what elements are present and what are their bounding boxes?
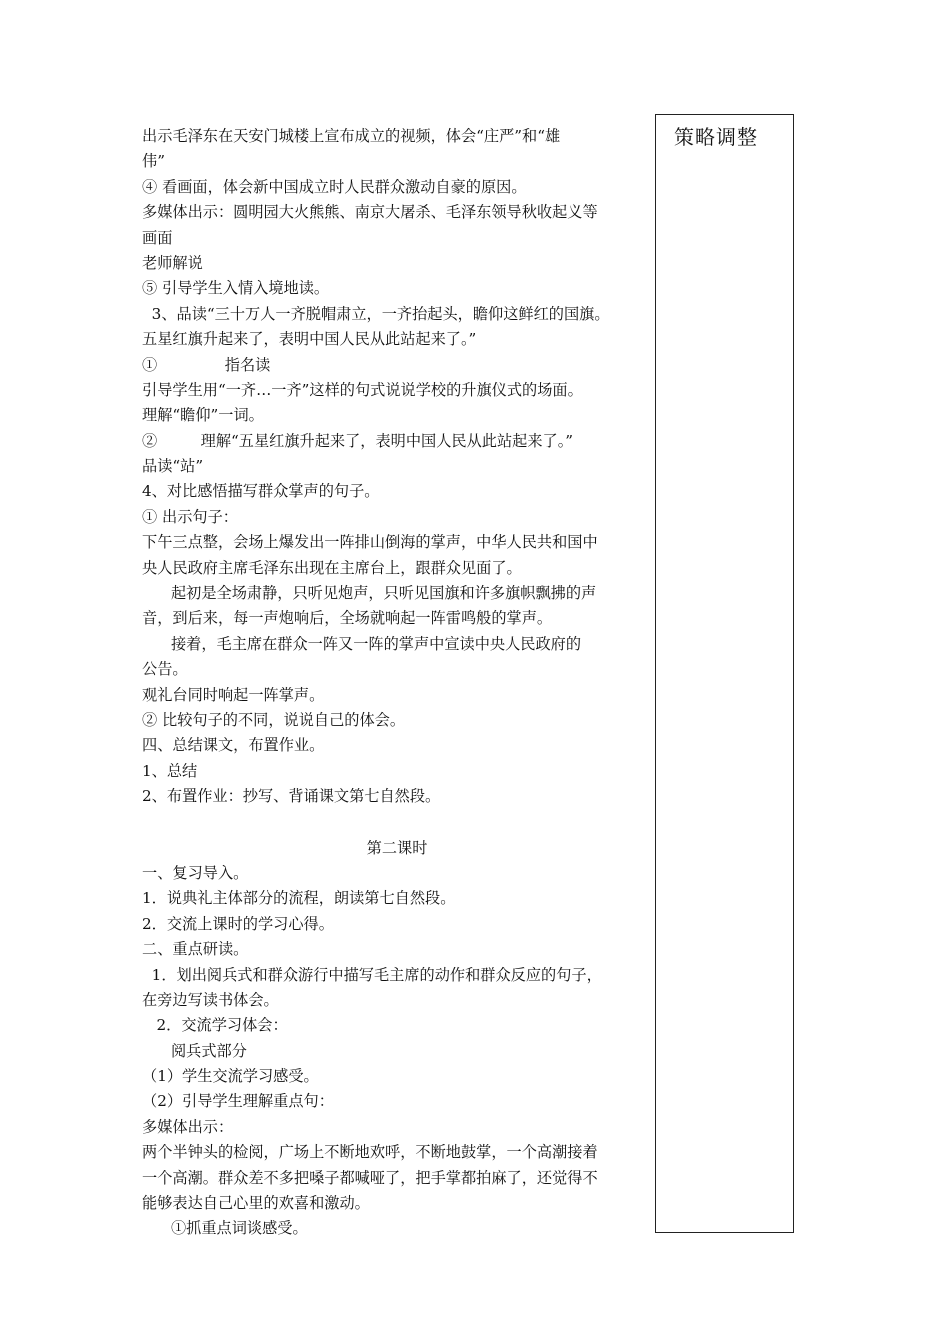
- text-line: 1．说典礼主体部分的流程，朗读第七自然段。: [142, 889, 456, 908]
- text-line: 阅兵式部分: [142, 1041, 247, 1060]
- text-line: 能够表达自己心里的欢喜和激动。: [142, 1194, 370, 1213]
- text-line: 下午三点整，会场上爆发出一阵排山倒海的掌声，中华人民共和国中: [142, 533, 598, 552]
- text-line: 央人民政府主席毛泽东出现在主席台上，跟群众见面了。: [142, 558, 522, 577]
- text-line: ①抓重点词谈感受。: [142, 1219, 308, 1238]
- text-line: 4、对比感悟描写群众掌声的句子。: [142, 482, 380, 501]
- text-line: 四、总结课文，布置作业。: [142, 736, 325, 755]
- strategy-adjustment-title: 策略调整: [674, 125, 758, 149]
- text-line: 二、重点研读。: [142, 940, 249, 959]
- text-line: 在旁边写读书体会。: [142, 990, 279, 1009]
- text-line: 品读“站”: [142, 457, 204, 476]
- text-line: 画面: [142, 228, 173, 247]
- text-line: 多媒体出示：圆明园大火熊熊、南京大屠杀、毛泽东领导秋收起义等: [142, 203, 598, 222]
- text-line: 3、品读“三十万人一齐脱帽肃立，一齐抬起头，瞻仰这鲜红的国旗。: [142, 304, 610, 323]
- text-line: 2．交流学习体会：: [142, 1016, 288, 1035]
- text-line: ② 理解“五星红旗升起来了，表明中国人民从此站起来了。”: [142, 431, 574, 450]
- text-line: 理解“瞻仰”一词。: [142, 406, 264, 425]
- text-line: 1．划出阅兵式和群众游行中描写毛主席的动作和群众反应的句子，: [142, 965, 602, 984]
- text-line: 1、总结: [142, 761, 198, 780]
- text-line: 出示毛泽东在天安门城楼上宣布成立的视频，体会“庄严”和“雄: [142, 127, 561, 145]
- text-line: 公告。: [142, 660, 188, 679]
- text-line: 接着，毛主席在群众一阵又一阵的掌声中宣读中央人民政府的: [142, 634, 582, 653]
- text-line: （1）学生交流学习感受。: [142, 1067, 319, 1086]
- text-line: （2）引导学生理解重点句：: [142, 1092, 334, 1111]
- text-line: ② 比较句子的不同，说说自己的体会。: [142, 710, 406, 729]
- text-line: 2．交流上课时的学习心得。: [142, 914, 334, 933]
- main-text-column: [142, 124, 652, 1242]
- text-line: 引导学生用“一齐…一齐”这样的句式说说学校的升旗仪式的场面。: [142, 380, 583, 399]
- text-line: ① 出示句子：: [142, 507, 238, 526]
- text-line: 一、复习导入。: [142, 863, 249, 882]
- text-line: 多媒体出示：: [142, 1117, 234, 1136]
- text-line: 2、布置作业：抄写、背诵课文第七自然段。: [142, 787, 441, 806]
- text-line: 五星红旗升起来了，表明中国人民从此站起来了。”: [142, 330, 477, 349]
- section-title: 第二课时: [366, 838, 428, 857]
- text-line: 起初是全场肃静，只听见炮声，只听见国旗和许多旗帜飘拂的声: [142, 584, 597, 603]
- text-line: 老师解说: [142, 253, 203, 272]
- text-line: 一个高潮。群众差不多把嗓子都喊哑了，把手掌都拍麻了，还觉得不: [142, 1168, 598, 1187]
- text-line: ④ 看画面，体会新中国成立时人民群众激动自豪的原因。: [142, 177, 527, 196]
- text-line: 两个半钟头的检阅，广场上不断地欢呼，不断地鼓掌，一个高潮接着: [142, 1143, 598, 1162]
- text-line: 伟”: [142, 152, 165, 171]
- text-line: 观礼台同时响起一阵掌声。: [142, 685, 325, 704]
- text-line: 音，到后来，每一声炮响后，全场就响起一阵雷鸣般的掌声。: [142, 609, 553, 628]
- text-line: ① 指名读: [142, 355, 271, 374]
- text-line: ⑤ 引导学生入情入境地读。: [142, 279, 330, 298]
- strategy-adjustment-box: [655, 114, 794, 1233]
